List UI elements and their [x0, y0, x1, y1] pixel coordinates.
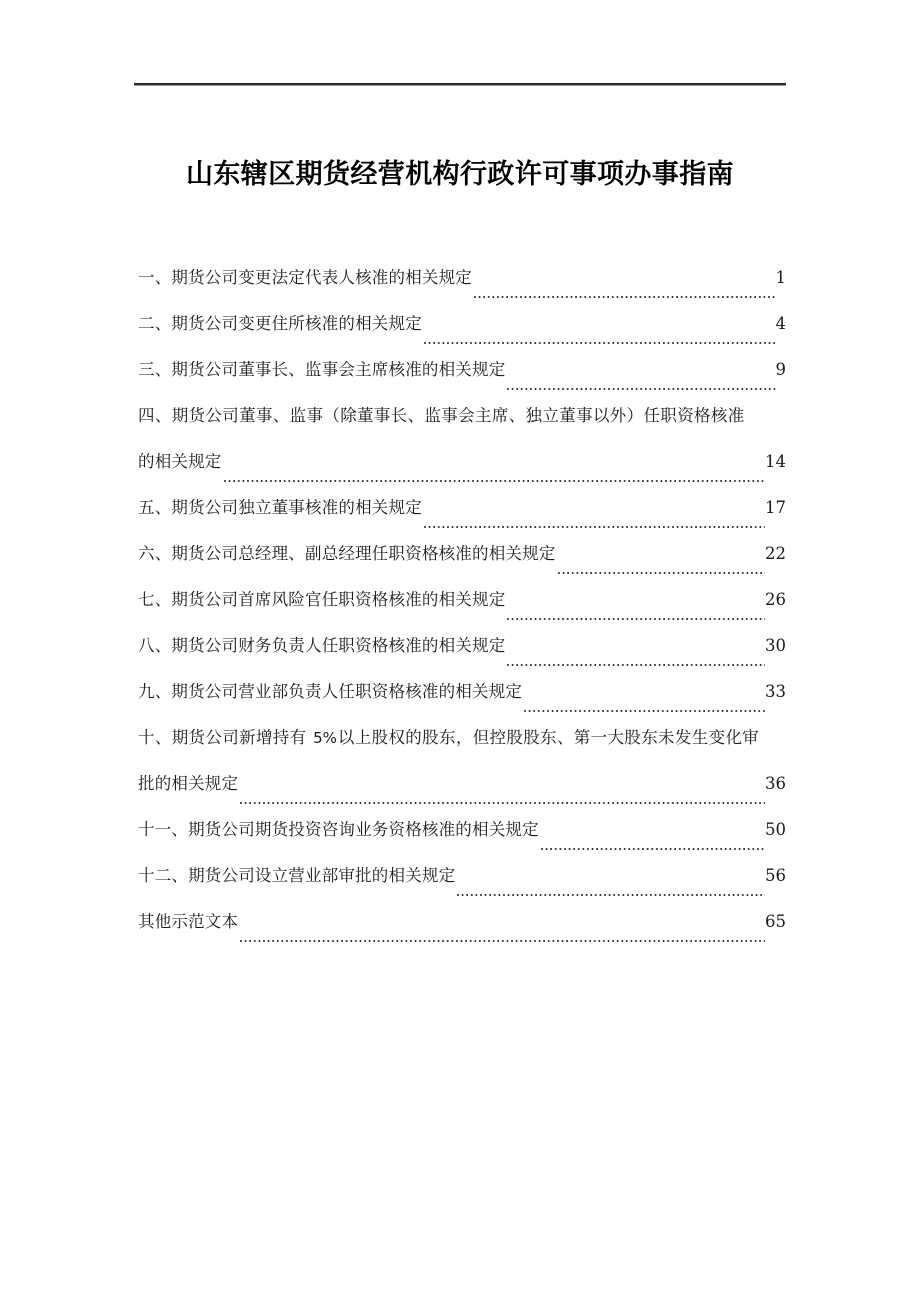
toc-entry[interactable] [138, 853, 786, 899]
toc-entry[interactable] [138, 623, 786, 669]
header-rule [134, 83, 786, 86]
toc-entry[interactable] [138, 531, 786, 577]
toc-entry-label: 十二、期货公司设立营业部审批的相关规定 [138, 866, 456, 885]
toc-dot-leader [240, 929, 765, 945]
toc-dot-leader [240, 791, 765, 807]
toc-entry[interactable] [138, 393, 786, 439]
toc-label-segment-b: 以上股权的股东，但控股股东、第一大股东未发生变化审 [337, 728, 760, 747]
toc-entry-label: 七、期货公司首席风险官任职资格核准的相关规定 [138, 590, 506, 609]
toc-entry-label-line1 [138, 715, 786, 761]
toc-label-segment-a: 十、期货公司新增持有 [138, 728, 313, 747]
toc-entry-continuation[interactable] [138, 761, 786, 807]
toc-entry-page: 30 [765, 636, 786, 655]
toc-entry-page: 36 [765, 774, 786, 793]
toc-dot-leader [558, 561, 766, 577]
toc-entry-label: 一、期货公司变更法定代表人核准的相关规定 [138, 268, 472, 287]
toc-entry-page: 14 [765, 452, 786, 471]
toc-dot-leader [524, 699, 765, 715]
toc-entry-label: 三、期货公司董事长、监事会主席核准的相关规定 [138, 360, 506, 379]
toc-entry[interactable] [138, 347, 786, 393]
toc-entry[interactable] [138, 485, 786, 531]
toc-entry-label: 六、期货公司总经理、副总经理任职资格核准的相关规定 [138, 544, 556, 563]
toc-entry-label: 五、期货公司独立董事核准的相关规定 [138, 498, 422, 517]
toc-entry-page: 1 [775, 268, 786, 287]
toc-dot-leader [424, 331, 776, 347]
toc-entry-label: 十一、期货公司期货投资咨询业务资格核准的相关规定 [138, 820, 539, 839]
table-of-contents [138, 255, 786, 945]
toc-entry-page: 4 [775, 314, 786, 333]
toc-entry-page: 50 [765, 820, 786, 839]
toc-entry-label: 二、期货公司变更住所核准的相关规定 [138, 314, 422, 333]
toc-entry-page: 9 [775, 360, 786, 379]
toc-dot-leader [507, 377, 775, 393]
toc-entry-continuation[interactable] [138, 439, 786, 485]
toc-entry-page: 26 [765, 590, 786, 609]
toc-dot-leader [457, 883, 765, 899]
toc-entry[interactable] [138, 715, 786, 761]
toc-entry-page: 17 [765, 498, 786, 517]
toc-entry[interactable] [138, 899, 786, 945]
toc-dot-leader [507, 607, 765, 623]
page-title: 山东辖区期货经营机构行政许可事项办事指南 [186, 159, 734, 190]
toc-entry-label-line2: 的相关规定 [138, 452, 222, 471]
toc-dot-leader [474, 285, 776, 301]
toc-entry-page: 22 [765, 544, 786, 563]
toc-entry[interactable] [138, 255, 786, 301]
toc-entry[interactable] [138, 301, 786, 347]
toc-entry[interactable] [138, 807, 786, 853]
toc-entry-label-line2: 批的相关规定 [138, 774, 239, 793]
toc-dot-leader [541, 837, 765, 853]
toc-entry-label-line1: 四、期货公司董事、监事（除董事长、监事会主席、独立董事以外）任职资格核准 [138, 406, 745, 425]
toc-entry-label: 八、期货公司财务负责人任职资格核准的相关规定 [138, 636, 506, 655]
toc-label-percent-value: 5% [313, 729, 337, 747]
toc-entry-label: 九、期货公司营业部负责人任职资格核准的相关规定 [138, 682, 523, 701]
toc-entry-page: 56 [765, 866, 786, 885]
toc-dot-leader [224, 469, 766, 485]
toc-entry-label: 其他示范文本 [138, 912, 239, 931]
toc-entry[interactable] [138, 577, 786, 623]
toc-entry-page: 65 [765, 912, 786, 931]
toc-dot-leader [507, 653, 765, 669]
toc-entry-page: 33 [765, 682, 786, 701]
toc-dot-leader [424, 515, 765, 531]
toc-entry[interactable] [138, 669, 786, 715]
